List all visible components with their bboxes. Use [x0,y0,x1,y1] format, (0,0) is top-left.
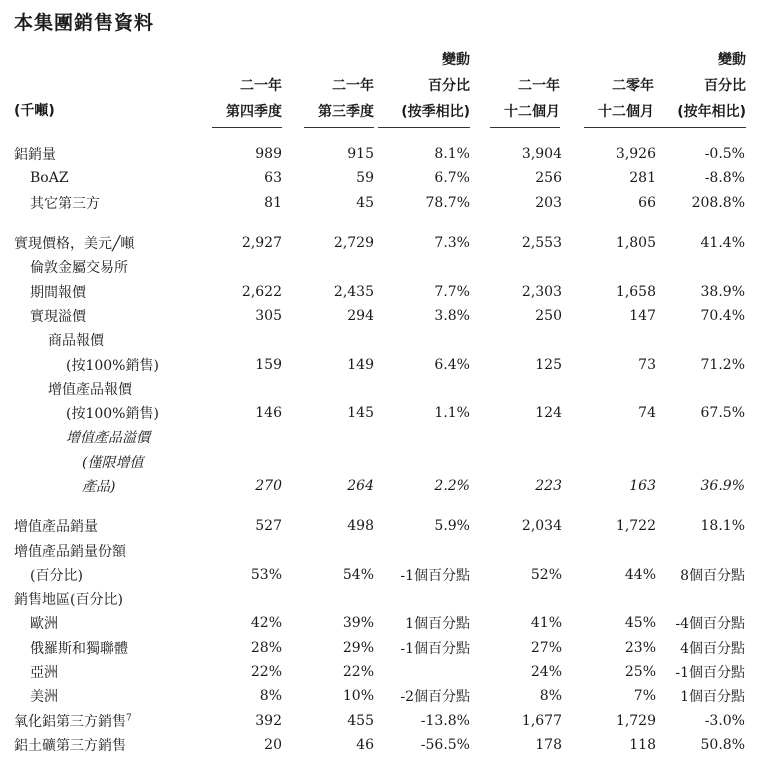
value-cell: 1個百分點 [405,616,470,633]
row-label: 增值產品報價 [48,381,132,398]
unit-label: (千噸) [14,103,55,119]
value-cell: 3,926 [615,146,656,163]
value-cell: 159 [255,356,282,373]
value-cell: 3.8% [434,307,470,324]
value-cell [378,660,472,684]
value-cell: 125 [535,356,562,373]
value-cell: 1個百分點 [680,689,745,706]
value-cell: 1,677 [521,712,562,729]
value-cell: 281 [629,170,656,187]
value-cell: 2,729 [333,235,374,252]
table-row [0,377,759,401]
value-cell: 20 [264,736,282,753]
table-row [0,538,759,562]
header-rule [490,127,560,128]
value-cell: 7% [633,688,656,705]
value-cell: 45% [624,615,656,632]
value-cell: 455 [347,712,374,729]
row-label: 倫敦金屬交易所 [30,260,128,277]
value-cell: 7.7% [434,283,470,300]
value-cell: 53% [250,566,282,583]
col-header-q3-2021: 二一年 第三季度 [318,78,374,120]
value-cell: 124 [535,405,562,422]
table-row [0,352,759,376]
value-cell: 163 [629,478,656,494]
value-cell: 527 [255,518,282,535]
table-row [0,401,759,425]
value-cell: 294 [347,307,374,324]
value-cell: 1,658 [615,283,656,300]
value-cell: 2,303 [521,283,562,300]
value-cell: 250 [535,307,562,324]
table-row [0,709,759,733]
value-cell: -0.5% [704,146,745,163]
col-header-12m-2020: 二零年 十二個月 [598,78,654,120]
value-cell: 10% [342,688,374,705]
table-row [0,733,759,757]
header-rule [304,127,374,128]
table-row [0,279,759,303]
value-cell: 23% [624,639,656,656]
row-label: (僅限增值 [82,454,144,471]
row-label: 實現價格，美元╱噸 [14,236,135,253]
value-cell: 498 [347,518,374,535]
table-row [0,255,759,279]
value-cell: 41% [530,615,562,632]
value-cell: 25% [624,664,656,681]
value-cell: 256 [535,170,562,187]
value-cell: 145 [347,405,374,422]
value-cell: 2,553 [521,235,562,252]
row-label: 增值產品溢價 [66,430,150,447]
table-row [0,684,759,708]
value-cell: 29% [342,639,374,656]
table-row [0,587,759,611]
table-row [0,636,759,660]
table-row [0,304,759,328]
table-row [0,191,759,215]
row-label: (百分比) [30,567,83,584]
row-label: 產品) [82,479,116,495]
row-label: 氧化鋁第三方銷售$^7$ [14,713,132,730]
value-cell: 36.9% [700,478,745,494]
value-cell: 42% [250,615,282,632]
table-row [0,474,759,498]
value-cell: -13.8% [420,712,470,729]
value-cell: 22% [250,664,282,681]
value-cell: 7.3% [434,235,470,252]
value-cell: 2.2% [434,478,470,494]
row-label: 增值產品銷量 [14,519,98,536]
value-cell: -1個百分點 [675,665,745,682]
row-label: 美洲 [30,689,58,706]
value-cell: 2,435 [333,283,374,300]
value-cell: -1個百分點 [400,567,470,584]
table-row [0,142,759,166]
value-cell: 22% [342,664,374,681]
value-cell: 305 [255,307,282,324]
col-header-12m-2021: 二一年 十二個月 [504,78,560,120]
value-cell: -56.5% [420,736,470,753]
value-cell: 38.9% [700,283,745,300]
value-cell: 24% [530,664,562,681]
value-cell: 118 [629,736,656,753]
value-cell: 146 [255,405,282,422]
value-cell: 6.7% [434,170,470,187]
table-row [0,611,759,635]
value-cell: 915 [347,146,374,163]
col-header-qoq-change: 變動 百分比 (按季相比) [401,52,470,120]
row-label: 亞洲 [30,665,58,682]
table-row [0,660,759,684]
value-cell: 8個百分點 [680,567,745,584]
col-header-q4-2021: 二一年 第四季度 [226,78,282,120]
row-label: 俄羅斯和獨聯體 [30,640,128,657]
table-row [0,514,759,538]
row-label: 鋁銷量 [14,147,56,164]
row-label: 商品報價 [48,333,104,350]
value-cell: 71.2% [700,356,745,373]
value-cell: 1.1% [434,405,470,422]
value-cell: 1,805 [615,235,656,252]
value-cell: 3,904 [521,146,562,163]
table-row [0,563,759,587]
value-cell: 50.8% [700,736,745,753]
value-cell: -2個百分點 [400,689,470,706]
table-row [0,166,759,190]
table-row [0,231,759,255]
value-cell: 4個百分點 [680,640,745,657]
value-cell: 27% [530,639,562,656]
value-cell: 149 [347,356,374,373]
value-cell: 208.8% [691,194,745,211]
value-cell: 70.4% [700,307,745,324]
value-cell: 1,722 [615,518,656,535]
value-cell: 74 [638,405,656,422]
value-cell: 67.5% [700,405,745,422]
value-cell: 52% [530,566,562,583]
value-cell: -1個百分點 [400,640,470,657]
table-row [0,450,759,474]
page-title: 本集團銷售資料 [14,12,155,34]
row-label: (按100%銷售) [66,406,159,423]
value-cell: 2,622 [241,283,282,300]
value-cell: 39% [342,615,374,632]
value-cell: 44% [624,566,656,583]
value-cell: 18.1% [700,518,745,535]
value-cell: 66 [638,194,656,211]
value-cell: 45 [356,194,374,211]
value-cell: -3.0% [704,712,745,729]
header-rule [654,127,746,128]
footnote-marker: 7 [126,713,132,724]
value-cell: 41.4% [700,235,745,252]
value-cell: 2,034 [521,518,562,535]
value-cell: 5.9% [434,518,470,535]
row-label: (按100%銷售) [66,357,159,374]
sales-table [0,142,759,757]
row-label: 實現溢價 [30,308,86,325]
value-cell: 178 [535,736,562,753]
value-cell: 46 [356,736,374,753]
value-cell: 264 [347,478,374,494]
value-cell: 73 [638,356,656,373]
value-cell: -8.8% [704,170,745,187]
value-cell: 392 [255,712,282,729]
value-cell: 8% [539,688,562,705]
value-cell: 81 [264,194,282,211]
value-cell: 78.7% [425,194,470,211]
row-label: 增值產品銷量份額 [14,543,126,560]
header-rule [212,127,282,128]
value-cell: 147 [629,307,656,324]
value-cell: 54% [342,566,374,583]
row-label: 銷售地區(百分比) [14,592,123,609]
value-cell: 8.1% [434,146,470,163]
value-cell: 8% [259,688,282,705]
value-cell: -4個百分點 [675,616,745,633]
header-rule [378,127,470,128]
table-row [0,328,759,352]
value-cell: 59 [356,170,374,187]
value-cell: 63 [264,170,282,187]
row-label: BoAZ [30,170,69,187]
row-label: 其它第三方 [30,195,100,212]
value-cell: 6.4% [434,356,470,373]
value-cell: 28% [250,639,282,656]
col-header-yoy-change: 變動 百分比 (按年相比) [677,52,746,120]
value-cell: 203 [535,194,562,211]
value-cell: 989 [255,146,282,163]
table-row [0,425,759,449]
row-label: 歐洲 [30,616,58,633]
row-label: 鋁土礦第三方銷售 [14,737,126,754]
value-cell: 270 [255,478,282,494]
header-rule [584,127,654,128]
value-cell: 2,927 [241,235,282,252]
value-cell: 1,729 [615,712,656,729]
value-cell: 223 [535,478,562,494]
row-label: 期間報價 [30,284,86,301]
